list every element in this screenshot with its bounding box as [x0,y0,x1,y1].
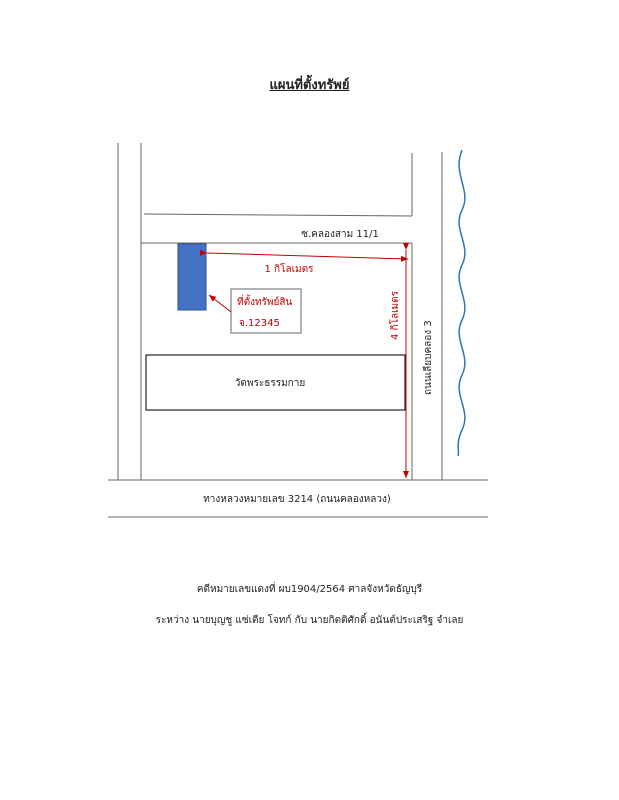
highway-label: ทางหลวงหมายเลข 3214 (ถนนคลองหลวง) [203,494,391,505]
case-number: คดีหมายเลขแดงที่ ผบ1904/2564 ศาลจังหวัดธัญบุรี [196,584,423,595]
temple-label: วัดพระธรรมกาย [234,378,306,389]
property-deed: จ.12345 [239,318,280,329]
case-parties: ระหว่าง นายบุญชู แซ่เตีย โจทก์ กับ นายกิตติศักดิ์ อนันต์ประเสริฐ จำเลย [155,615,464,626]
property-parcel [178,244,206,310]
horizontal-distance-arrow [207,253,408,259]
canal-river [458,150,465,456]
right-road-label: ถนนเลียบคลอง 3 [423,320,434,395]
vertical-distance-label: 4 กิโลเมตร [390,291,401,340]
soi-road-label: ซ.คลองสาม 11/1 [301,229,379,240]
map-title: แผนที่ตั้งทรัพย์ [269,78,350,93]
horizontal-distance-label: 1 กิโลเมตร [264,264,314,275]
property-callout-arrow [209,295,231,312]
top-block-bottom-line [144,214,412,216]
property-label: ที่ตั้งทรัพย์สิน [237,297,293,308]
